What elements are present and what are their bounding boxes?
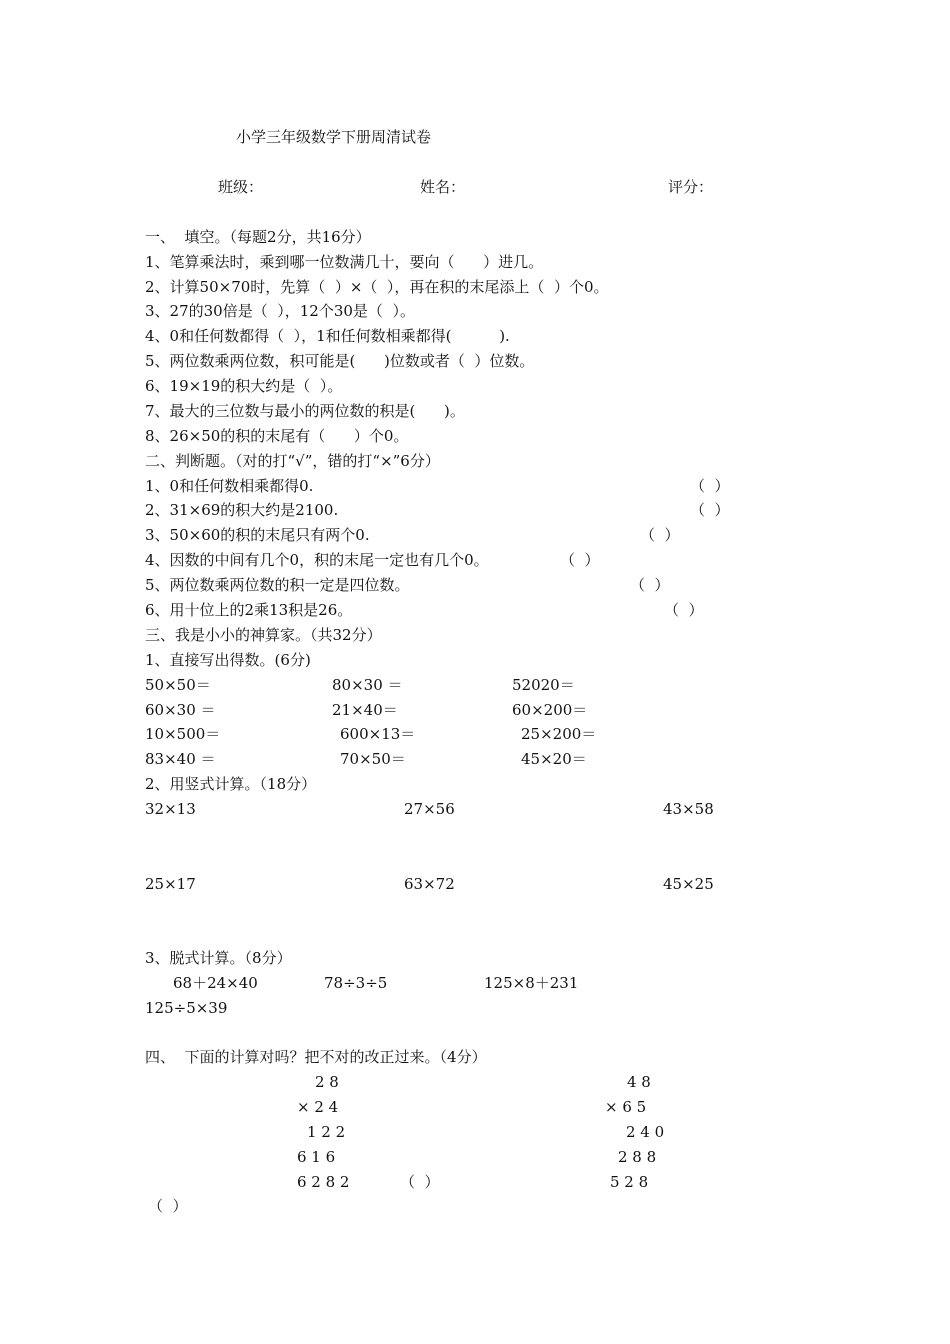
page-title: 小学三年级数学下册周清试卷: [236, 128, 432, 146]
oral-problem: 45×20＝: [521, 750, 587, 768]
right-calc-mark: （ ）: [148, 1197, 188, 1215]
oral-problem: 25×200＝: [521, 725, 597, 743]
score-label: 评分：: [668, 178, 714, 196]
left-calc-line: 2 8: [315, 1073, 339, 1091]
left-calc-line: × 2 4: [297, 1098, 339, 1116]
fill-item: 7、最大的三位数与最小的两位数的积是( )。: [145, 402, 465, 420]
judge-mark: （ ）: [560, 551, 600, 569]
right-calc-line: 2 4 0: [626, 1123, 665, 1141]
judge-item: 3、50×60的积的末尾只有两个0.: [145, 526, 370, 544]
section2-heading: 二、判断题。（对的打“√”，错的打“×”6分）: [145, 452, 440, 470]
left-calc-line: 1 2 2: [307, 1123, 346, 1141]
fill-item: 2、计算50×70时，先算（ ）×（ ），再在积的末尾添上（ ）个0。: [145, 278, 609, 296]
mixed-problem: 125÷5×39: [145, 999, 228, 1017]
judge-mark: （ ）: [664, 601, 704, 619]
mixed-problem: 68＋24×40: [173, 974, 258, 992]
mixed-problem: 125×8＋231: [484, 974, 579, 992]
judge-item: 4、因数的中间有几个0，积的末尾一定也有几个0。: [145, 551, 489, 569]
fill-item: 6、19×19的积大约是（ ）。: [145, 377, 343, 395]
fill-item: 8、26×50的积的末尾有（ ）个0。: [145, 427, 409, 445]
oral-problem: 60×30 ＝: [145, 701, 216, 719]
name-label: 姓名：: [420, 178, 466, 196]
oral-problem: 83×40 ＝: [145, 750, 216, 768]
vertical-problem: 25×17: [145, 875, 196, 893]
vertical-problem: 32×13: [145, 800, 196, 818]
judge-item: 1、0和任何数相乘都得0.: [145, 477, 314, 495]
fill-item: 4、0和任何数都得（ ），1和任何数相乘都得( ).: [145, 327, 510, 345]
oral-problem: 52020＝: [512, 676, 575, 694]
mixed-problem: 78÷3÷5: [324, 974, 388, 992]
fill-item: 5、两位数乘两位数，积可能是( )位数或者（ ）位数。: [145, 352, 535, 370]
judge-item: 5、两位数乘两位数的积一定是四位数。: [145, 576, 410, 594]
oral-problem: 70×50＝: [340, 750, 406, 768]
judge-mark: （ ）: [690, 501, 730, 519]
oral-problem: 10×500＝: [145, 725, 221, 743]
judge-mark: （ ）: [690, 477, 730, 495]
judge-item: 2、31×69的积大约是2100.: [145, 501, 339, 519]
mixed-calc-heading: 3、脱式计算。（8分）: [145, 949, 292, 967]
section4-heading: 四、 下面的计算对吗？把不对的改正过来。（4分）: [145, 1048, 487, 1066]
right-calc-line: 2 8 8: [618, 1148, 657, 1166]
oral-problem: 21×40＝: [332, 701, 398, 719]
left-calc-line: 6 2 8 2: [297, 1173, 350, 1191]
vertical-problem: 63×72: [404, 875, 455, 893]
section3-heading: 三、我是小小的神算家。（共32分）: [145, 626, 382, 644]
judge-mark: （ ）: [630, 576, 670, 594]
vertical-problem: 45×25: [663, 875, 714, 893]
judge-item: 6、用十位上的2乘13积是26。: [145, 601, 353, 619]
right-calc-line: 4 8: [627, 1073, 651, 1091]
oral-problem: 80×30 ＝: [332, 676, 403, 694]
oral-problem: 600×13＝: [340, 725, 416, 743]
vertical-calc-heading: 2、用竖式计算。（18分）: [145, 775, 317, 793]
right-calc-line: × 6 5: [605, 1098, 647, 1116]
left-calc-line: 6 1 6: [297, 1148, 336, 1166]
oral-problem: 60×200＝: [512, 701, 588, 719]
vertical-problem: 43×58: [663, 800, 714, 818]
oral-calc-heading: 1、直接写出得数。(6分): [145, 651, 311, 669]
judge-mark: （ ）: [640, 526, 680, 544]
left-calc-mark: （ ）: [400, 1173, 440, 1191]
vertical-problem: 27×56: [404, 800, 455, 818]
fill-item: 1、笔算乘法时，乘到哪一位数满几十，要向（ ）进几。: [145, 253, 544, 271]
right-calc-line: 5 2 8: [610, 1173, 649, 1191]
section1-heading: 一、 填空。（每题2分，共16分）: [145, 228, 371, 246]
oral-problem: 50×50＝: [145, 676, 211, 694]
fill-item: 3、27的30倍是（ ），12个30是（ ）。: [145, 302, 415, 320]
class-label: 班级：: [218, 178, 264, 196]
